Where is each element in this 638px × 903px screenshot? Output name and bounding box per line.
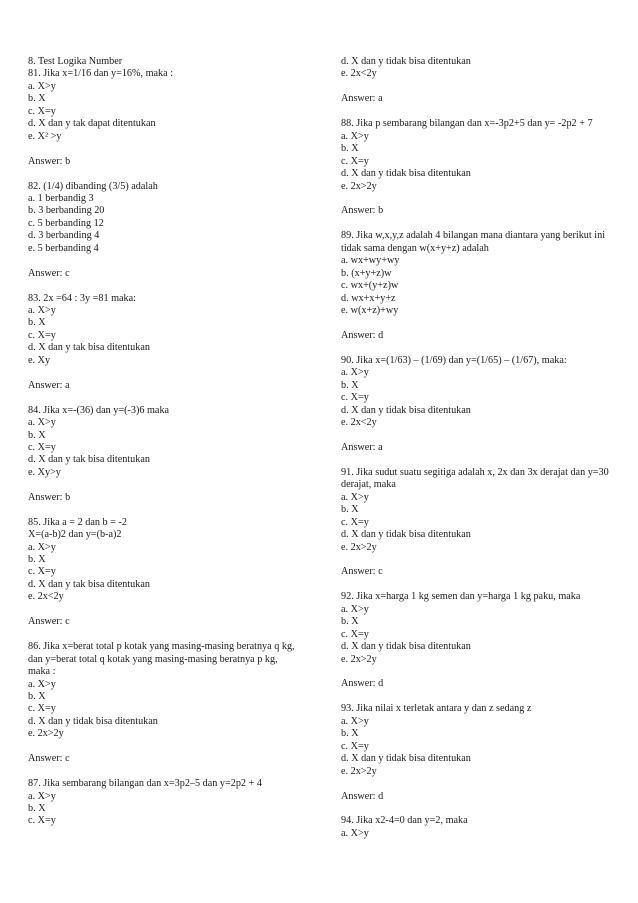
option-line: d. X dan y tidak bisa ditentukan [341, 641, 471, 653]
option-line: d. X dan y tidak bisa ditentukan [341, 753, 471, 765]
option-line: d. 3 berbanding 4 [28, 230, 100, 242]
option-line: c. X=y [28, 703, 56, 715]
blank-line [341, 317, 627, 329]
blank-line [28, 504, 320, 516]
blank-line [341, 193, 627, 205]
left-column [28, 56, 320, 828]
option-line: b. X [28, 429, 46, 441]
question-line: 87. Jika sembarang bilangan dan x=3p2–5 dan y=2p2 + 4 [28, 778, 262, 790]
option-line: b. X [28, 317, 46, 329]
option-line: a. X>y [28, 305, 56, 316]
option-line: c. wx+(y+z)w [341, 280, 399, 292]
question-line: 94. Jika x2-4=0 dan y=2, maka [341, 815, 468, 827]
option-line: c. X=y [28, 815, 56, 827]
answer-line: Answer: d [341, 790, 384, 802]
option-line: d. X dan y tak bisa ditentukan [28, 342, 150, 354]
option-line: c. X=y [341, 516, 369, 528]
option-line: c. X=y [28, 329, 56, 341]
option-line: b. X [341, 504, 359, 516]
option-line: d. X dan y tidak bisa ditentukan [341, 404, 471, 416]
option-line: e. 2x>2y [341, 541, 377, 553]
question-line: 84. Jika x=-(36) dan y=(-3)6 maka [28, 404, 170, 416]
blank-line [341, 554, 627, 566]
blank-line [341, 454, 627, 466]
blank-line [28, 168, 320, 180]
blank-line [341, 106, 627, 118]
option-line: b. X [341, 379, 359, 391]
option-line: e. Xy [28, 354, 51, 366]
answer-line: Answer: b [341, 205, 384, 217]
option-line: d. X dan y tak bisa ditentukan [28, 578, 150, 590]
option-line: e. Xy>y [28, 466, 61, 478]
option-line: b. (x+y+z)w [341, 267, 392, 279]
blank-line [28, 479, 320, 491]
option-line: a. 1 berbandig 3 [28, 192, 94, 204]
option-line: c. 5 berbanding 12 [28, 217, 104, 229]
option-line: c. X=y [28, 105, 56, 117]
answer-line: Answer: c [28, 753, 70, 765]
option-line: b. X [341, 728, 359, 740]
option-line: c. X=y [341, 392, 369, 404]
option-line: a. X>y [28, 678, 56, 690]
right-column [341, 56, 627, 840]
question-line: 89. Jika w,x,y,z adalah 4 bilangan mana diantara yang berikut ini [341, 230, 606, 242]
text-line: tidak sama dengan w(x+y+z) adalah [341, 242, 489, 254]
answer-line: Answer: d [341, 329, 384, 341]
option-line: e. 2x<2y [341, 417, 377, 429]
option-line: a. X>y [28, 417, 56, 429]
question-line: 91. Jika sudut suatu segitiga adalah x, 2x dan 3x derajat dan y=30 [341, 466, 609, 478]
option-line: d. wx+x+y+z [341, 292, 396, 304]
question-line: 92. Jika x=harga 1 kg semen dan y=harga 1 kg paku, maka [341, 591, 581, 603]
option-line: a. X>y [341, 715, 369, 727]
blank-line [341, 579, 627, 591]
blank-line [28, 367, 320, 379]
option-line: b. 3 berbanding 20 [28, 205, 105, 217]
option-line: a. X>y [341, 491, 369, 503]
answer-line: Answer: c [28, 267, 70, 279]
question-line: 83. 2x =64 : 3y =81 maka: [28, 292, 136, 304]
option-line: d. X dan y tidak bisa ditentukan [28, 715, 158, 727]
text-line: derajat, maka [341, 479, 396, 491]
option-line: e. 2x>2y [341, 653, 377, 665]
option-line: b. X [28, 690, 46, 702]
blank-line [341, 666, 627, 678]
blank-line [341, 778, 627, 790]
option-line: b. X [341, 143, 359, 155]
option-line: a. X>y [28, 541, 56, 553]
question-line: 90. Jika x=(1/63) – (1/69) dan y=(1/65) – (1/67), maka: [341, 354, 567, 366]
question-line: 88. Jika p sembarang bilangan dan x=-3p2+5 dan y= -2p2 + 7 [341, 118, 593, 130]
blank-line [341, 81, 627, 93]
answer-line: Answer: a [341, 93, 383, 105]
option-line: b. X [28, 803, 46, 814]
option-line: e. 5 berbanding 4 [28, 242, 99, 254]
text-line: X=(a-b)2 dan y=(b-a)2 [28, 529, 122, 541]
option-line: a. wx+wy+wy [341, 255, 400, 267]
blank-line [341, 691, 627, 703]
blank-line [28, 255, 320, 267]
option-line: d. X dan y tak dapat ditentukan [28, 118, 156, 130]
answer-line: Answer: c [28, 616, 70, 628]
option-line: e. 2x<2y [341, 68, 377, 80]
blank-line [341, 803, 627, 815]
answer-line: Answer: c [341, 566, 383, 578]
option-line: b. X [341, 616, 359, 628]
option-line: e. w(x+z)+wy [341, 305, 399, 316]
option-line: b. X [28, 554, 46, 565]
question-line: 8. Test Logika Number [28, 56, 123, 67]
blank-line [28, 741, 320, 753]
question-line: 82. (1/4) dibanding (3/5) adalah [28, 180, 158, 192]
question-line: 93. Jika nilai x terletak antara y dan z sedang z [341, 703, 532, 715]
option-line: a. X>y [28, 790, 56, 802]
option-line: c. X=y [341, 740, 369, 752]
answer-line: Answer: a [28, 379, 70, 391]
blank-line [28, 766, 320, 778]
text-line: maka : [28, 666, 56, 678]
option-line: e. 2x>2y [28, 728, 64, 740]
option-line: a. X>y [341, 603, 369, 615]
blank-line [28, 392, 320, 404]
option-line: d. X dan y tidak bisa ditentukan [341, 168, 471, 180]
blank-line [28, 629, 320, 641]
option-line: a. X>y [341, 827, 369, 839]
question-line: 85. Jika a = 2 dan b = -2 [28, 516, 127, 528]
option-line: d. X dan y tidak bisa ditentukan [341, 56, 471, 67]
option-line: e. X² >y [28, 130, 62, 142]
blank-line [341, 342, 627, 354]
option-line: a. X>y [341, 130, 369, 142]
option-line: c. X=y [28, 441, 56, 453]
option-line: d. X dan y tidak bisa ditentukan [341, 529, 471, 541]
text-line: dan y=berat total q kotak yang masing-masing beratnya p kg, [28, 653, 278, 665]
blank-line [28, 280, 320, 292]
question-line: 81. Jika x=1/16 dan y=16%, maka : [28, 68, 174, 80]
answer-line: Answer: b [28, 491, 71, 503]
answer-line: Answer: a [341, 441, 383, 453]
answer-line: Answer: b [28, 155, 71, 167]
option-line: e. 2x<2y [28, 591, 64, 603]
option-line: a. X>y [28, 80, 56, 92]
blank-line [341, 218, 627, 230]
question-line: 86. Jika x=berat total p kotak yang masing-masing beratnya q kg, [28, 641, 295, 653]
blank-line [28, 143, 320, 155]
option-line: e. 2x>2y [341, 765, 377, 777]
option-line: a. X>y [341, 367, 369, 379]
option-line: c. X=y [341, 155, 369, 167]
option-line: d. X dan y tak bisa ditentukan [28, 454, 150, 466]
option-line: e. 2x>2y [341, 180, 377, 192]
answer-line: Answer: d [341, 678, 384, 690]
option-line: b. X [28, 93, 46, 105]
option-line: c. X=y [341, 628, 369, 640]
blank-line [28, 604, 320, 616]
blank-line [341, 430, 627, 442]
option-line: c. X=y [28, 566, 56, 578]
